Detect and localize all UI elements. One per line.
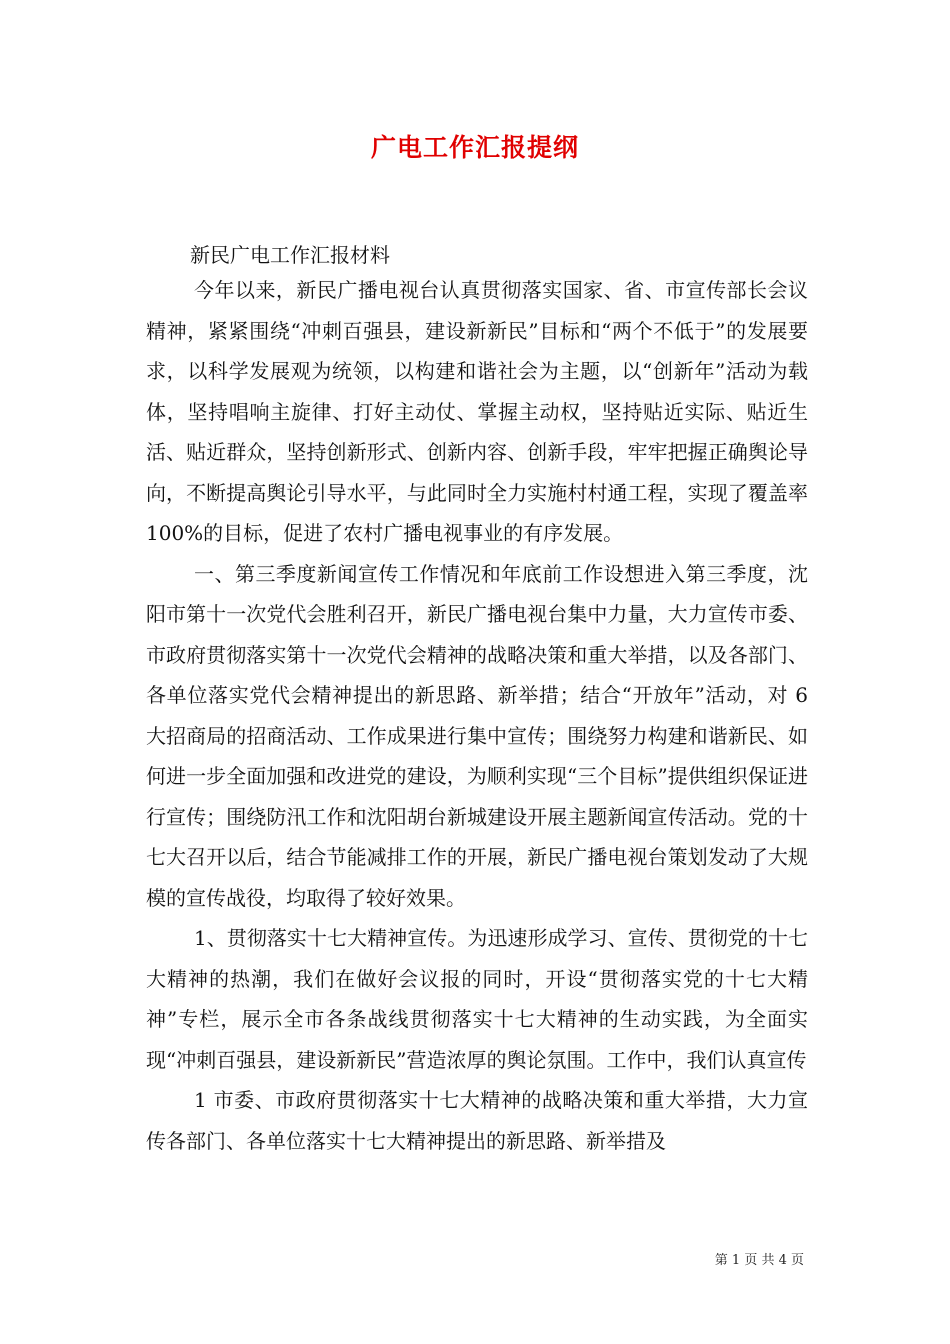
paragraph-item-one: 1、贯彻落实十七大精神宣传。为迅速形成学习、宣传、贯彻党的十七大精神的热潮，我们在做好会议报的同时，开设“贯彻落实党的十七大精神”专栏，展示全市各条战线贯彻落实十七大精神的生动实践，为全面实现“冲刺百强县，建设新新民”营造浓厚的舆论氛围。工作中，我们认真宣传 (146, 926, 808, 1072)
document-subtitle: 新民广电工作汇报材料 (190, 243, 390, 267)
paragraph-intro: 今年以来，新民广播电视台认真贯彻落实国家、省、市宣传部长会议精神，紧紧围绕“冲刺百强县，建设新新民”目标和“两个不低于”的发展要求，以科学发展观为统领，以构建和谐社会为主题，以“创新年”活动为载体，坚持唱响主旋律、打好主动仗、掌握主动权，坚持贴近实际、贴近生活、贴近群众，坚持创新形式、创新内容、创新手段，牢牢把握正确舆论导向，不断提高舆论引导水平，与此同时全力实施村村通工程，实现了覆盖率 100%的目标，促进了农村广播电视事业的有序发展。 (146, 278, 808, 545)
document-body (146, 240, 808, 1161)
document-title: 广电工作汇报提纲 (370, 133, 579, 162)
paragraph-section-one: 一、第三季度新闻宣传工作情况和年底前工作设想进入第三季度，沈阳市第十一次党代会胜利召开，新民广播电视台集中力量，大力宣传市委、市政府贯彻落实第十一次党代会精神的战略决策和重大举措，以及各部门、各单位落实党代会精神提出的新思路、新举措；结合“开放年”活动，对 6 大招商局的招商活动、工作成果进行集中宣传；围绕努力构建和谐新民、如何进一步全面加强和改进党的建设，为顺利实现“三个目标”提供组织保证进行宣传；围绕防汛工作和沈阳胡台新城建设开展主题新闻宣传活动。党的十七大召开以后，结合节能减排工作的开展，新民广播电视台策划发动了大规模的宣传战役，均取得了较好效果。 (146, 561, 808, 910)
paragraph-item-one-detail: 1 市委、市政府贯彻落实十七大精神的战略决策和重大举措，大力宣传各部门、各单位落实十七大精神提出的新思路、新举措及 (146, 1088, 808, 1153)
page-number: 第 1 页 共 4 页 (714, 1253, 804, 1268)
